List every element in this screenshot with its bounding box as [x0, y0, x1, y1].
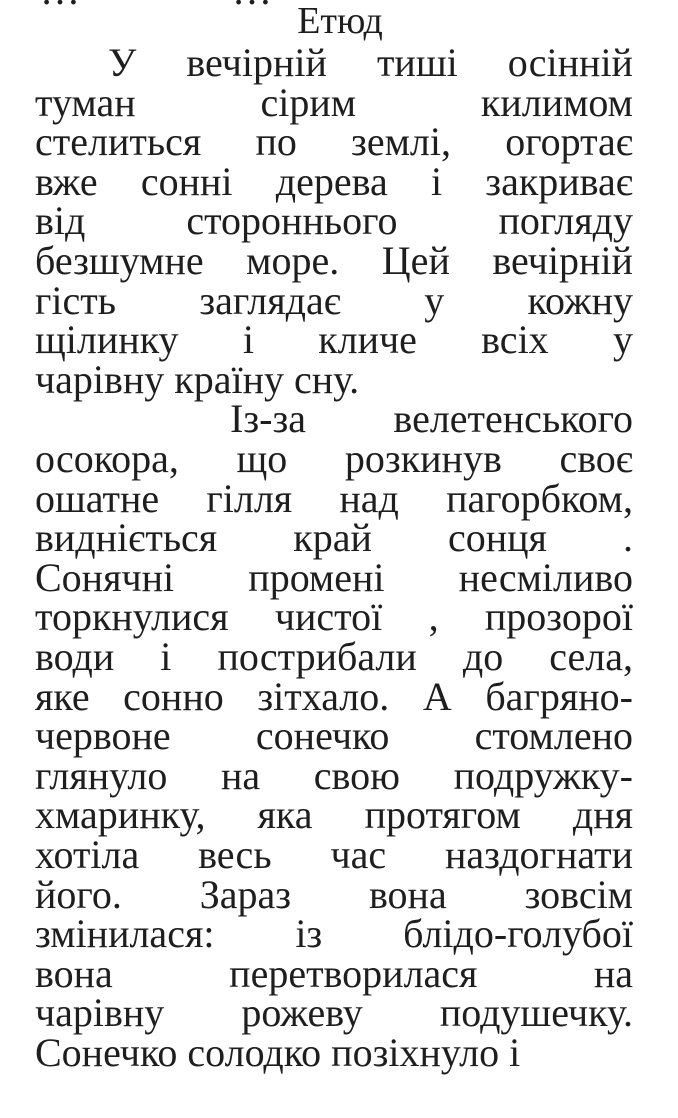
word: дня — [572, 792, 633, 838]
word: і — [509, 1030, 521, 1075]
word: щілинку — [35, 317, 179, 363]
word: Сонячні — [35, 554, 175, 600]
word: Із-за — [230, 396, 306, 442]
text-line — [35, 240, 633, 282]
word: погляду — [498, 198, 633, 244]
text-line — [35, 438, 633, 480]
word: кличе — [318, 317, 417, 363]
word: Цей — [381, 238, 450, 283]
word: вечірній — [186, 40, 327, 85]
word: над — [339, 475, 399, 521]
text-line — [35, 636, 633, 678]
word: стелиться — [35, 119, 202, 165]
word: сонно — [123, 673, 224, 719]
word: яка — [257, 792, 313, 838]
word: до — [462, 634, 504, 679]
word: дерева — [275, 158, 388, 204]
text-line — [35, 554, 633, 600]
text-line — [35, 834, 633, 876]
text-line — [35, 517, 633, 559]
text-line — [35, 277, 633, 323]
word: у — [424, 277, 445, 323]
word: У — [108, 40, 137, 85]
word: зітхало. — [257, 673, 390, 719]
word: Зараз — [199, 871, 292, 917]
text-line — [35, 752, 633, 798]
word: стороннього — [186, 198, 398, 244]
word: вона — [368, 871, 447, 917]
word: тиші — [376, 40, 458, 85]
word: землі, — [351, 119, 451, 165]
word: ошатне — [35, 475, 160, 521]
word: чарівну — [35, 990, 165, 1036]
text-line — [35, 715, 633, 757]
page-title: Етюд — [297, 0, 383, 42]
text-line — [35, 356, 633, 402]
text-line — [35, 913, 633, 955]
word: у — [612, 317, 633, 363]
word: велетенського — [393, 396, 633, 442]
word: на — [593, 950, 633, 996]
word: сірим — [260, 79, 357, 125]
word: безшумне — [35, 238, 204, 283]
text-line — [35, 200, 633, 242]
word: , — [428, 594, 439, 640]
word: стомлено — [474, 713, 633, 759]
word: торкнулися — [35, 594, 229, 640]
word: сонця — [447, 515, 547, 561]
word: сонні — [140, 158, 233, 204]
word: блідо-голубої — [403, 911, 633, 957]
word: закриває — [485, 158, 633, 204]
word: води — [35, 634, 115, 679]
word: села, — [549, 634, 633, 679]
word: . — [622, 515, 633, 561]
text-line — [35, 794, 633, 836]
word: хотіла — [35, 832, 140, 877]
word: прозорої — [484, 594, 633, 640]
text-line — [35, 871, 633, 917]
word: червоне — [35, 713, 171, 759]
word: і — [160, 634, 172, 679]
word: розкинув — [344, 436, 502, 481]
text-line — [108, 42, 633, 84]
word: зовсім — [524, 871, 633, 917]
word: подружку- — [453, 752, 633, 798]
text-line — [35, 79, 633, 125]
word: вже — [35, 158, 98, 204]
text-line — [35, 673, 633, 719]
word: сну. — [294, 356, 360, 402]
text-line — [230, 398, 633, 440]
text-line — [35, 596, 633, 638]
word: пострибали — [217, 634, 417, 679]
word: солодко — [187, 1030, 322, 1075]
word: на — [220, 752, 261, 798]
word: подушечку. — [439, 990, 633, 1036]
word: килимом — [480, 79, 633, 125]
word: країну — [174, 356, 284, 402]
word: що — [236, 436, 288, 481]
word: наздогнати — [444, 832, 633, 877]
word: туман — [35, 79, 136, 125]
word: рожеву — [241, 990, 363, 1036]
word: і — [242, 317, 254, 363]
word: позіхнуло — [331, 1030, 500, 1075]
word: гість — [35, 277, 116, 323]
word: весь — [198, 832, 272, 877]
word: багряно- — [485, 673, 633, 719]
word: вона — [35, 950, 113, 996]
text-line — [35, 992, 633, 1034]
text-line — [35, 475, 633, 521]
word: по — [255, 119, 297, 165]
word: пагорбком, — [446, 475, 633, 521]
word: кожну — [527, 277, 633, 323]
word: Сонечко — [35, 1030, 178, 1075]
word: осінній — [507, 40, 633, 85]
word: сонечко — [255, 713, 390, 759]
word: огортає — [505, 119, 633, 165]
word: перетворилася — [229, 950, 478, 996]
word: його. — [35, 871, 122, 917]
text-line — [35, 1032, 633, 1074]
word: несміливо — [458, 554, 633, 600]
word: протягом — [364, 792, 521, 838]
word: видніється — [35, 515, 218, 561]
word: час — [330, 832, 387, 877]
word: край — [293, 515, 372, 561]
word: А — [422, 673, 452, 719]
word: яке — [35, 673, 90, 719]
word: і — [430, 158, 443, 204]
word: заглядає — [199, 277, 341, 323]
word: змінилася: — [35, 911, 215, 957]
word: глянуло — [35, 752, 168, 798]
word: із — [295, 911, 323, 957]
word: промені — [248, 554, 385, 600]
word: своє — [559, 436, 633, 481]
word: чарівну — [35, 356, 165, 402]
text-line — [35, 319, 633, 361]
text-line — [35, 950, 633, 996]
word: від — [35, 198, 86, 244]
word: всіх — [481, 317, 549, 363]
word: вечірній — [492, 238, 633, 283]
word: море. — [246, 238, 340, 283]
word: гілля — [206, 475, 293, 521]
word: хмаринку, — [35, 792, 206, 838]
word: чистої — [274, 594, 383, 640]
word: осокора, — [35, 436, 179, 481]
text-line — [35, 121, 633, 163]
text-line — [35, 158, 633, 204]
word: свою — [313, 752, 400, 798]
